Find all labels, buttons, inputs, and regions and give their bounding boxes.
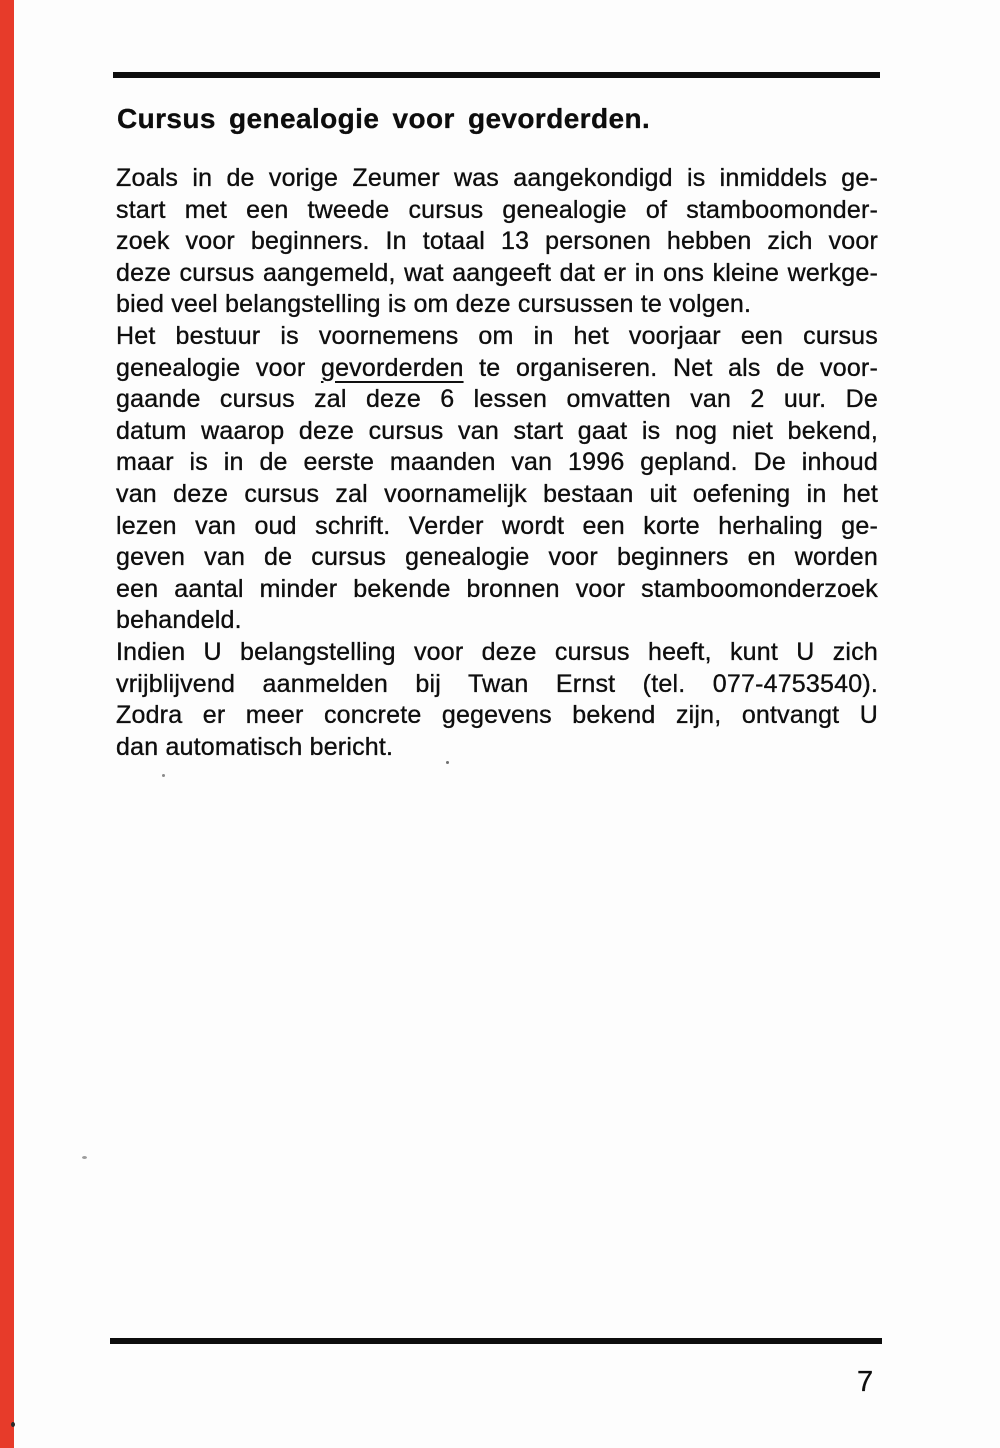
text-line: Indien U belangstelling voor deze cursus heeft, kunt U zich [116, 637, 878, 666]
text-line: start met een tweede cursus genealogie of stamboomonder- [116, 195, 878, 224]
top-rule [113, 72, 880, 78]
scan-speck [82, 1156, 87, 1159]
text-line: Zodra er meer concrete gegevens bekend zijn, ontvangt U [116, 701, 878, 730]
scan-edge-strip [0, 0, 14, 1448]
scan-speck [446, 761, 449, 764]
page-number: 7 [857, 1366, 874, 1398]
text-line: vrijblijvend aanmelden bij Twan Ernst (tel. 077-4753540). [116, 669, 878, 698]
text-line [116, 353, 878, 385]
text-line: Het bestuur is voornemens om in het voorjaar een cursus [116, 321, 878, 350]
text-line: datum waarop deze cursus van start gaat is nog niet bekend, [116, 416, 878, 445]
text-line: gaande cursus zal deze 6 lessen omvatten van 2 uur. De [116, 385, 878, 414]
text-line: bied veel belangstelling is om deze cursussen te volgen. [116, 290, 752, 319]
article-body [116, 163, 878, 763]
text-line: deze cursus aangemeld, wat aangeeft dat er in ons kleine werkge- [116, 258, 878, 287]
text-segment: genealogie voor [116, 353, 321, 382]
text-line: Zoals in de vorige Zeumer was aangekondigd is inmiddels ge- [116, 164, 878, 192]
article-heading: Cursus genealogie voor gevorderden. [117, 103, 651, 134]
text-line: dan automatisch bericht. [116, 732, 394, 761]
text-line: lezen van oud schrift. Verder wordt een korte herhaling ge- [116, 511, 878, 540]
text-line: van deze cursus zal voornamelijk bestaan uit oefening in het [116, 479, 878, 508]
text-line: maar is in de eerste maanden van 1996 gepland. De inhoud [116, 448, 878, 477]
text-line: zoek voor beginners. In totaal 13 personen hebben zich voor [116, 227, 878, 256]
bottom-rule [110, 1338, 882, 1344]
underlined-word: gevorderden [320, 353, 464, 382]
text-line: een aantal minder bekende bronnen voor stamboomonderzoek [116, 574, 878, 603]
scan-speck [11, 1422, 15, 1427]
text-line: geven van de cursus genealogie voor beginners en worden [116, 543, 878, 572]
text-line: behandeld. [116, 606, 242, 635]
text-segment: te organiseren. Net als de voor- [463, 353, 878, 382]
scan-speck [162, 774, 165, 777]
